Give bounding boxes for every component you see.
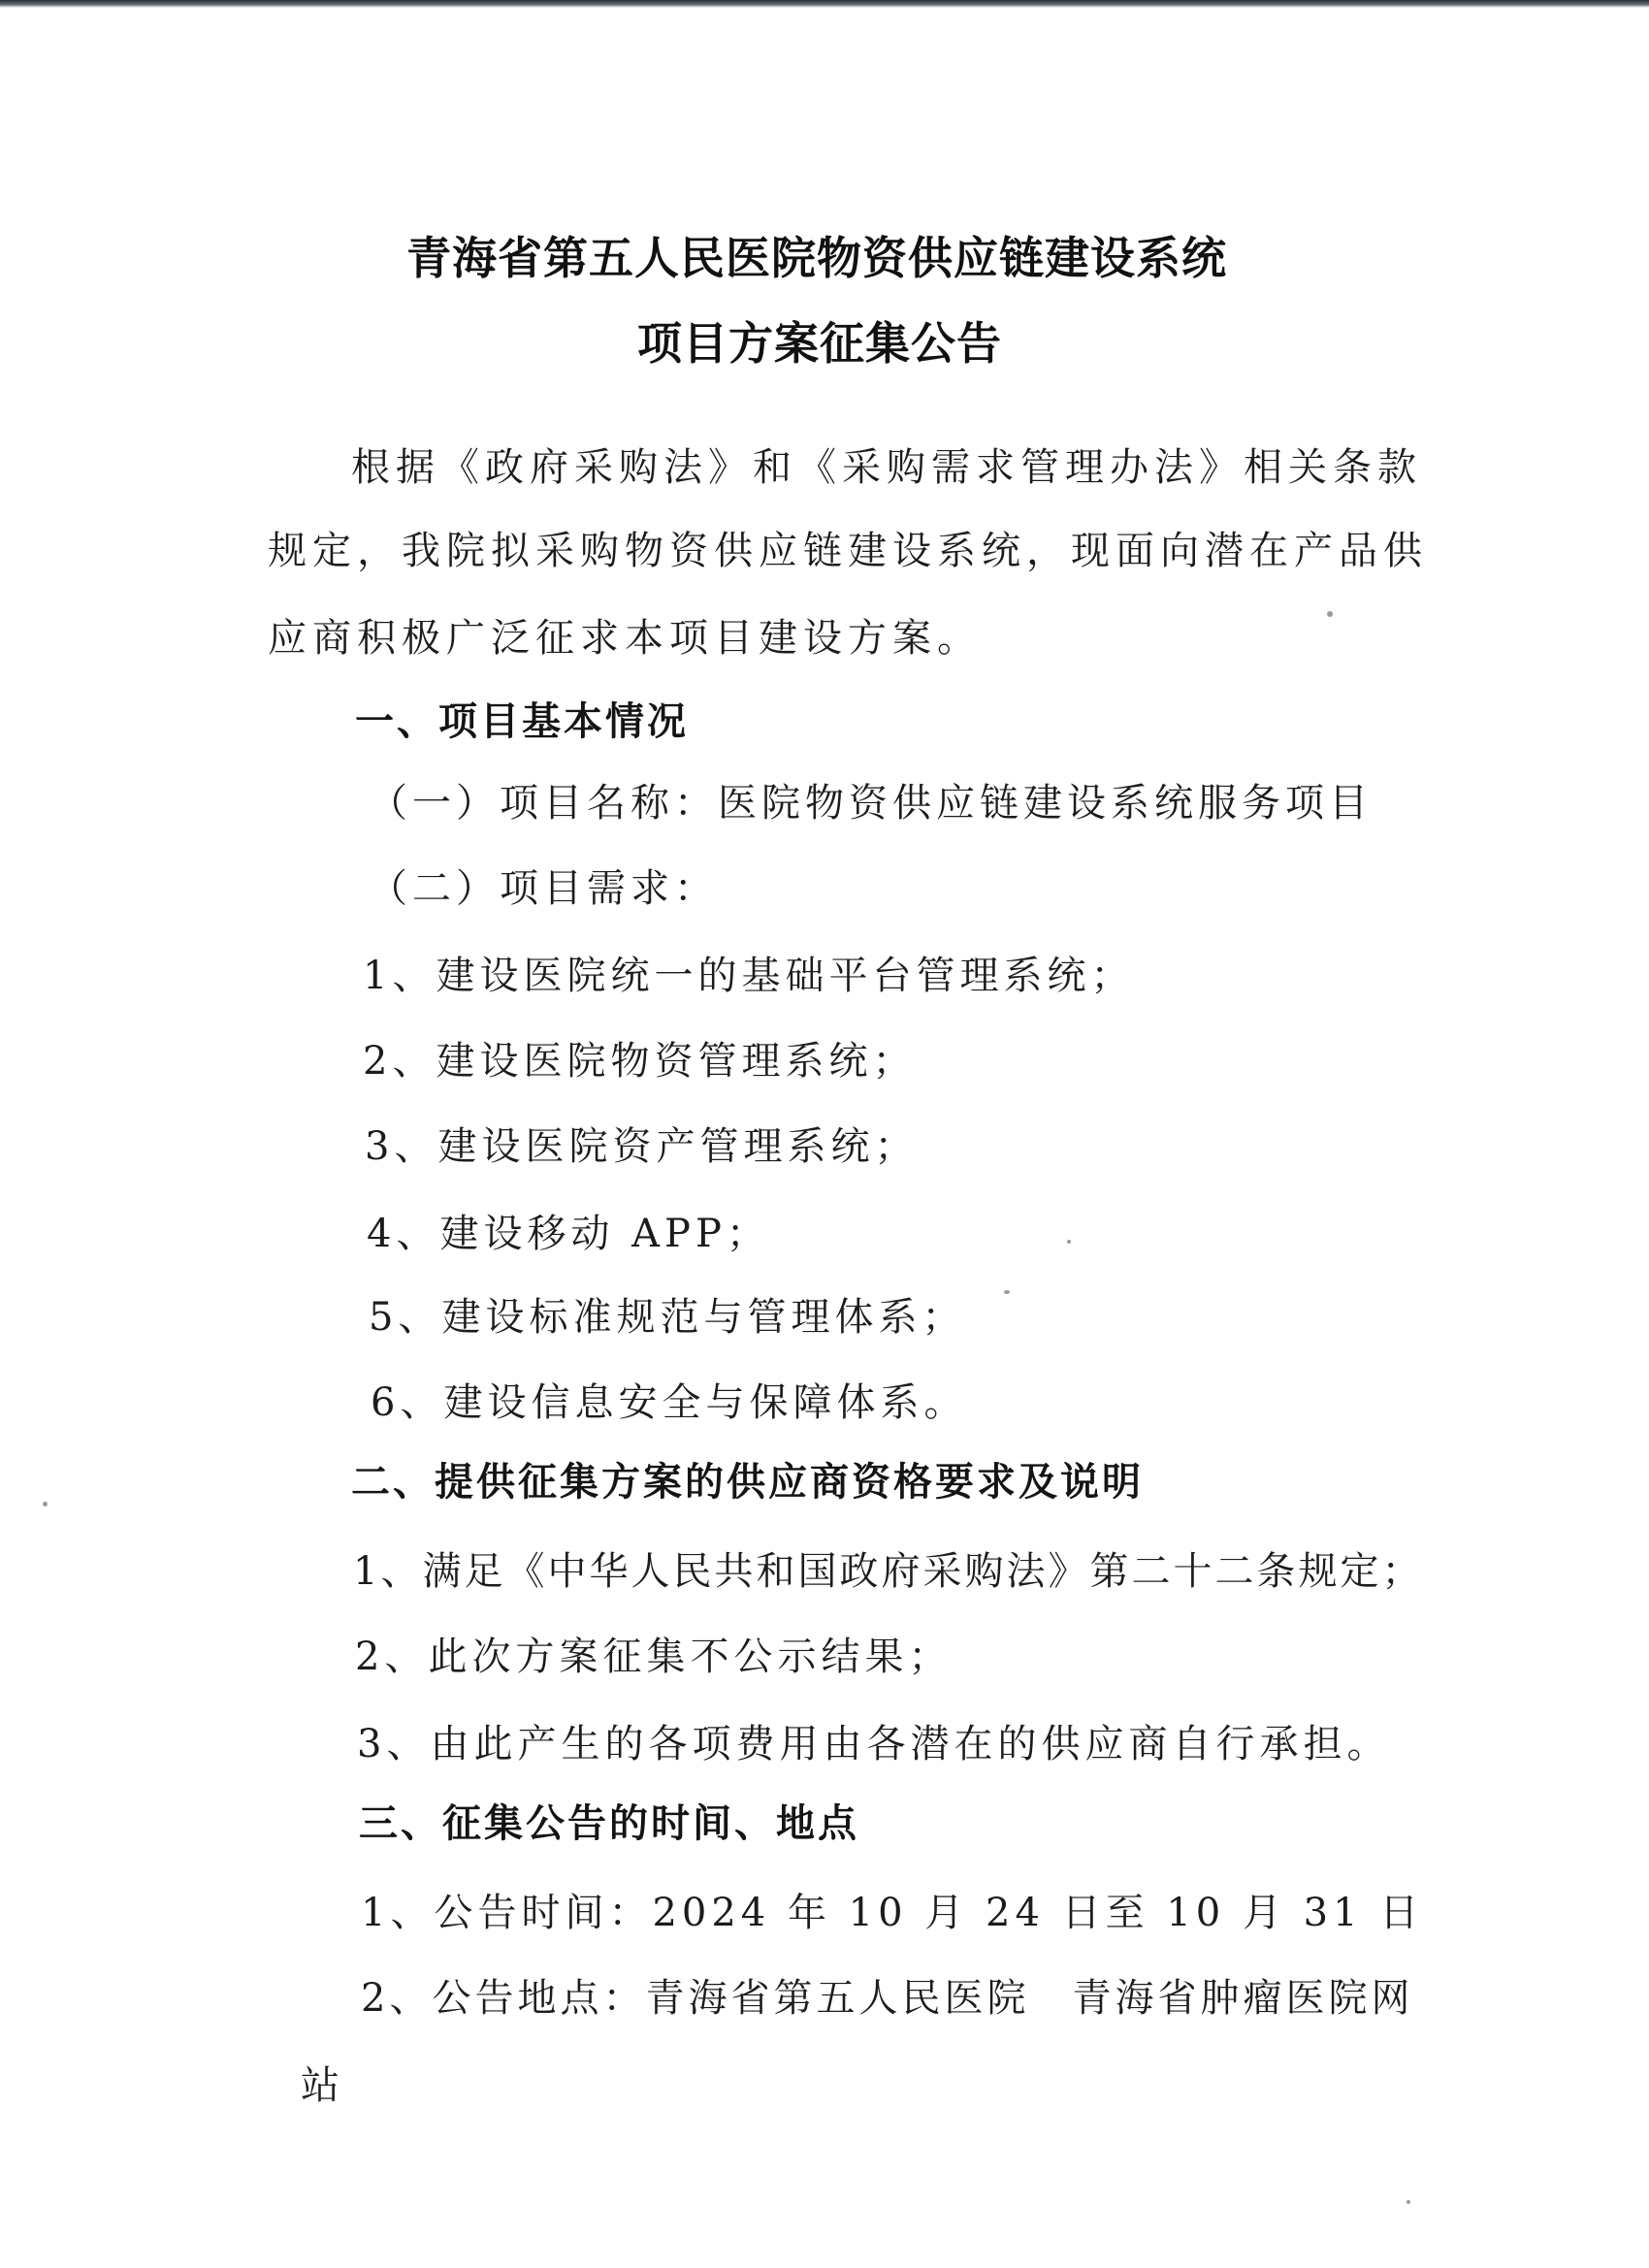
intro-paragraph-line-3: 应商积极广泛征求本项目建设方案。: [268, 616, 982, 661]
qualification-item: 3、由此产生的各项费用由各潜在的供应商自行承担。: [357, 1722, 1391, 1766]
notice-place-line: 2、公告地点：青海省第五人民医院 青海省肿瘤医院网: [361, 1976, 1414, 2021]
intro-paragraph-line-2: 规定，我院拟采购物资供应链建设系统，现面向潜在产品供: [268, 529, 1428, 573]
title-line-1: 青海省第五人民医院物资供应链建设系统: [406, 232, 1227, 284]
section-1-heading: 一、项目基本情况: [355, 699, 689, 744]
project-requirements-label: （二）项目需求：: [369, 866, 718, 911]
qualification-item: 1、满足《中华人民共和国政府采购法》第二十二条规定；: [353, 1549, 1424, 1594]
requirement-item: 2、建设医院物资管理系统；: [363, 1039, 917, 1084]
requirement-item: 4、建设移动 APP；: [367, 1212, 770, 1256]
title-line-2: 项目方案征集公告: [637, 317, 1002, 370]
project-name-line: （一）项目名称：医院物资供应链建设系统服务项目: [369, 781, 1373, 826]
requirement-item: 3、建设医院资产管理系统；: [365, 1124, 919, 1169]
requirement-item: 5、建设标准规范与管理体系；: [369, 1295, 966, 1340]
notice-place-continuation: 站: [301, 2063, 344, 2108]
notice-time-line: 1、公告时间：2024 年 10 月 24 日至 10 月 31 日: [361, 1891, 1424, 1935]
intro-paragraph-line-1: 根据《政府采购法》和《采购需求管理办法》相关条款: [351, 445, 1422, 490]
requirement-item: 1、建设医院统一的基础平台管理系统；: [363, 954, 1135, 998]
section-2-heading: 二、提供征集方案的供应商资格要求及说明: [351, 1460, 1144, 1505]
qualification-item: 2、此次方案征集不公示结果；: [355, 1635, 953, 1679]
requirement-item: 6、建设信息安全与保障体系。: [371, 1380, 968, 1425]
section-3-heading: 三、征集公告的时间、地点: [359, 1801, 859, 1846]
document-title: [0, 215, 1649, 386]
